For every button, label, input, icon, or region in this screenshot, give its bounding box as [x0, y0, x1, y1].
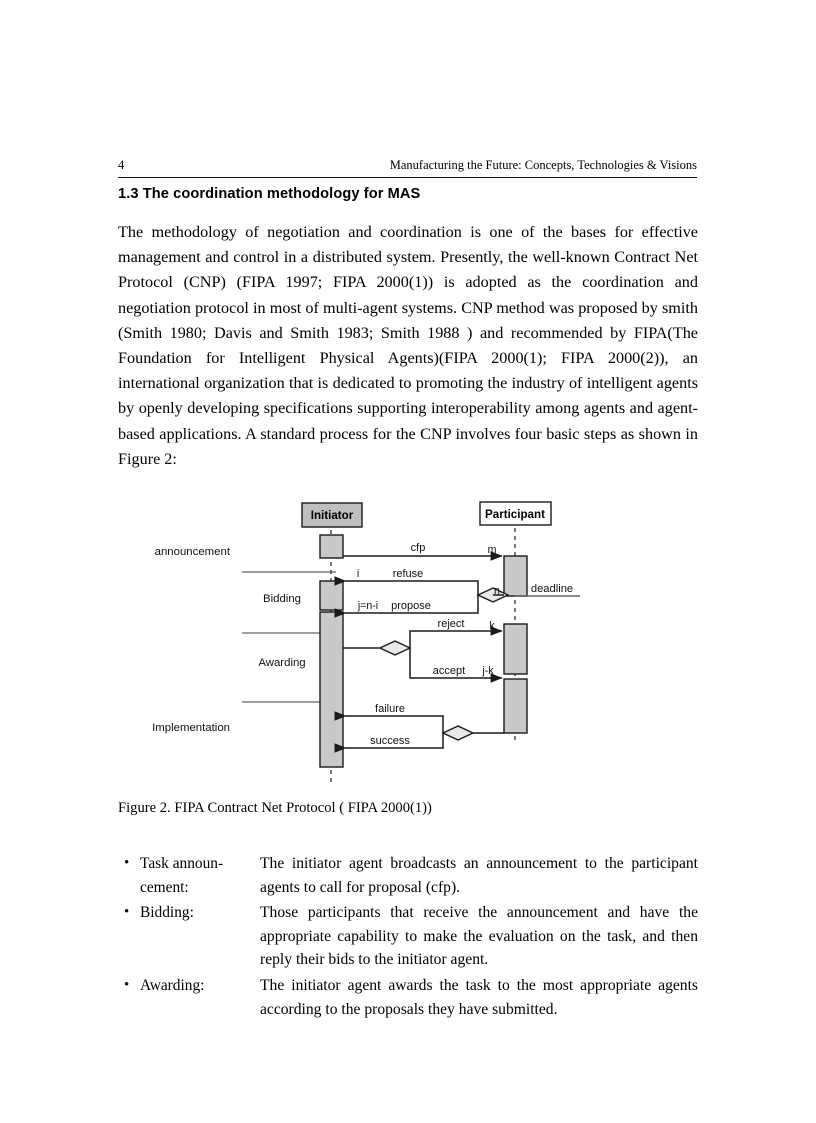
running-header: [118, 158, 697, 178]
initiator-box: [302, 503, 362, 527]
initiator-activation-3: [320, 612, 343, 767]
message-label-accept: accept: [432, 665, 466, 677]
initiator-label: Initiator: [310, 509, 354, 522]
message-label-propose: propose: [391, 600, 431, 612]
count-label-refuse: i: [356, 568, 360, 580]
definition-term-line1: Task announ-: [140, 855, 224, 872]
message-label-cfp: cfp: [410, 542, 426, 554]
deadline-label: deadline: [530, 583, 574, 595]
implementation-branch-diamond: [443, 726, 473, 740]
message-label-success: success: [370, 735, 410, 747]
definition-description: Those participants that receive the announcement and have the appropriate capability to make the evaluation on the task, and then reply their bids to the initiator agent.: [260, 904, 698, 969]
page-number: 4: [118, 158, 125, 172]
figure-sequence-diagram: [118, 482, 698, 782]
definition-term-line1: Bidding:: [140, 904, 194, 922]
definition-description: The initiator agent awards the task to the most appropriate agents according to the proposals they have submitted.: [260, 976, 698, 1018]
phase-label-implementation: Implementation: [152, 722, 230, 734]
definition-list: [118, 852, 698, 1021]
message-arrow-refuse: [345, 581, 478, 595]
section-heading: 1.3 The coordination methodology for MAS: [118, 186, 421, 202]
figure-caption: Figure 2. FIPA Contract Net Protocol ( FIPA 2000(1)): [118, 800, 432, 816]
definition-row: [118, 901, 698, 972]
definition-term: [118, 974, 260, 998]
definition-term: [118, 852, 260, 899]
definition-term: [118, 901, 260, 925]
header-rule: [118, 177, 697, 178]
count-label-reject: k: [489, 620, 495, 632]
participant-activation-1: [504, 556, 527, 596]
initiator-activation-2: [320, 581, 343, 610]
initiator-activation-1: [320, 535, 343, 558]
participant-label: Participant: [485, 508, 545, 521]
participant-activation-2: [504, 624, 527, 674]
definition-term-line1: Awarding:: [140, 976, 205, 994]
message-label-failure: failure: [375, 703, 405, 715]
message-arrow-failure: [345, 716, 443, 733]
body-paragraph: The methodology of negotiation and coordination is one of the bases for effective management and control in a distributed system. Presently, the well-known Contract Net Protocol (CNP) (FIPA 1997; FIPA 2000(1)) is adopted as the coordination and negotiation protocol in most of multi-agent systems. CNP method was proposed by smith (Smith 1980; Davis and Smith 1983; Smith 1988 ) and recommended by FIPA(The Foundation for Intelligent Physical Agents)(FIPA 2000(1); FIPA 2000(2)), an international organization that is dedicated to promoting the industry of intelligent agents by openly developing specifications supporting interoperability among agents and agent-based applications. A standard process for the CNP involves four basic steps as shown in Figure 2:: [118, 223, 698, 468]
count-label-propose: j=n-i: [357, 600, 379, 612]
count-label-cfp: m: [487, 544, 497, 556]
definition-row: [118, 974, 698, 1021]
bullet-glyph: •: [124, 904, 130, 921]
phase-label-announcement: announcement: [154, 546, 230, 558]
message-arrow-reject: [410, 631, 502, 648]
running-title: Manufacturing the Future: Concepts, Technologies & Visions: [389, 158, 697, 172]
count-label-accept: j-k: [482, 665, 494, 677]
phase-label-bidding: Bidding: [263, 593, 301, 605]
phase-label-awarding: Awarding: [258, 657, 306, 669]
definition-term-line2: cement:: [140, 878, 189, 896]
participant-activation-3: [504, 679, 527, 733]
count-label-received: n: [494, 585, 500, 597]
definition-row: [118, 852, 698, 899]
awarding-branch-diamond: [380, 641, 410, 655]
message-label-refuse: refuse: [392, 568, 424, 580]
message-label-reject: reject: [437, 618, 465, 630]
sequence-diagram-svg: [118, 482, 698, 782]
bullet-glyph: •: [124, 855, 130, 871]
participant-box: [480, 502, 551, 525]
bullet-glyph: •: [124, 976, 130, 993]
definition-description: The initiator agent broadcasts an announcement to the participant agents to call for proposal (cfp).: [260, 855, 698, 896]
